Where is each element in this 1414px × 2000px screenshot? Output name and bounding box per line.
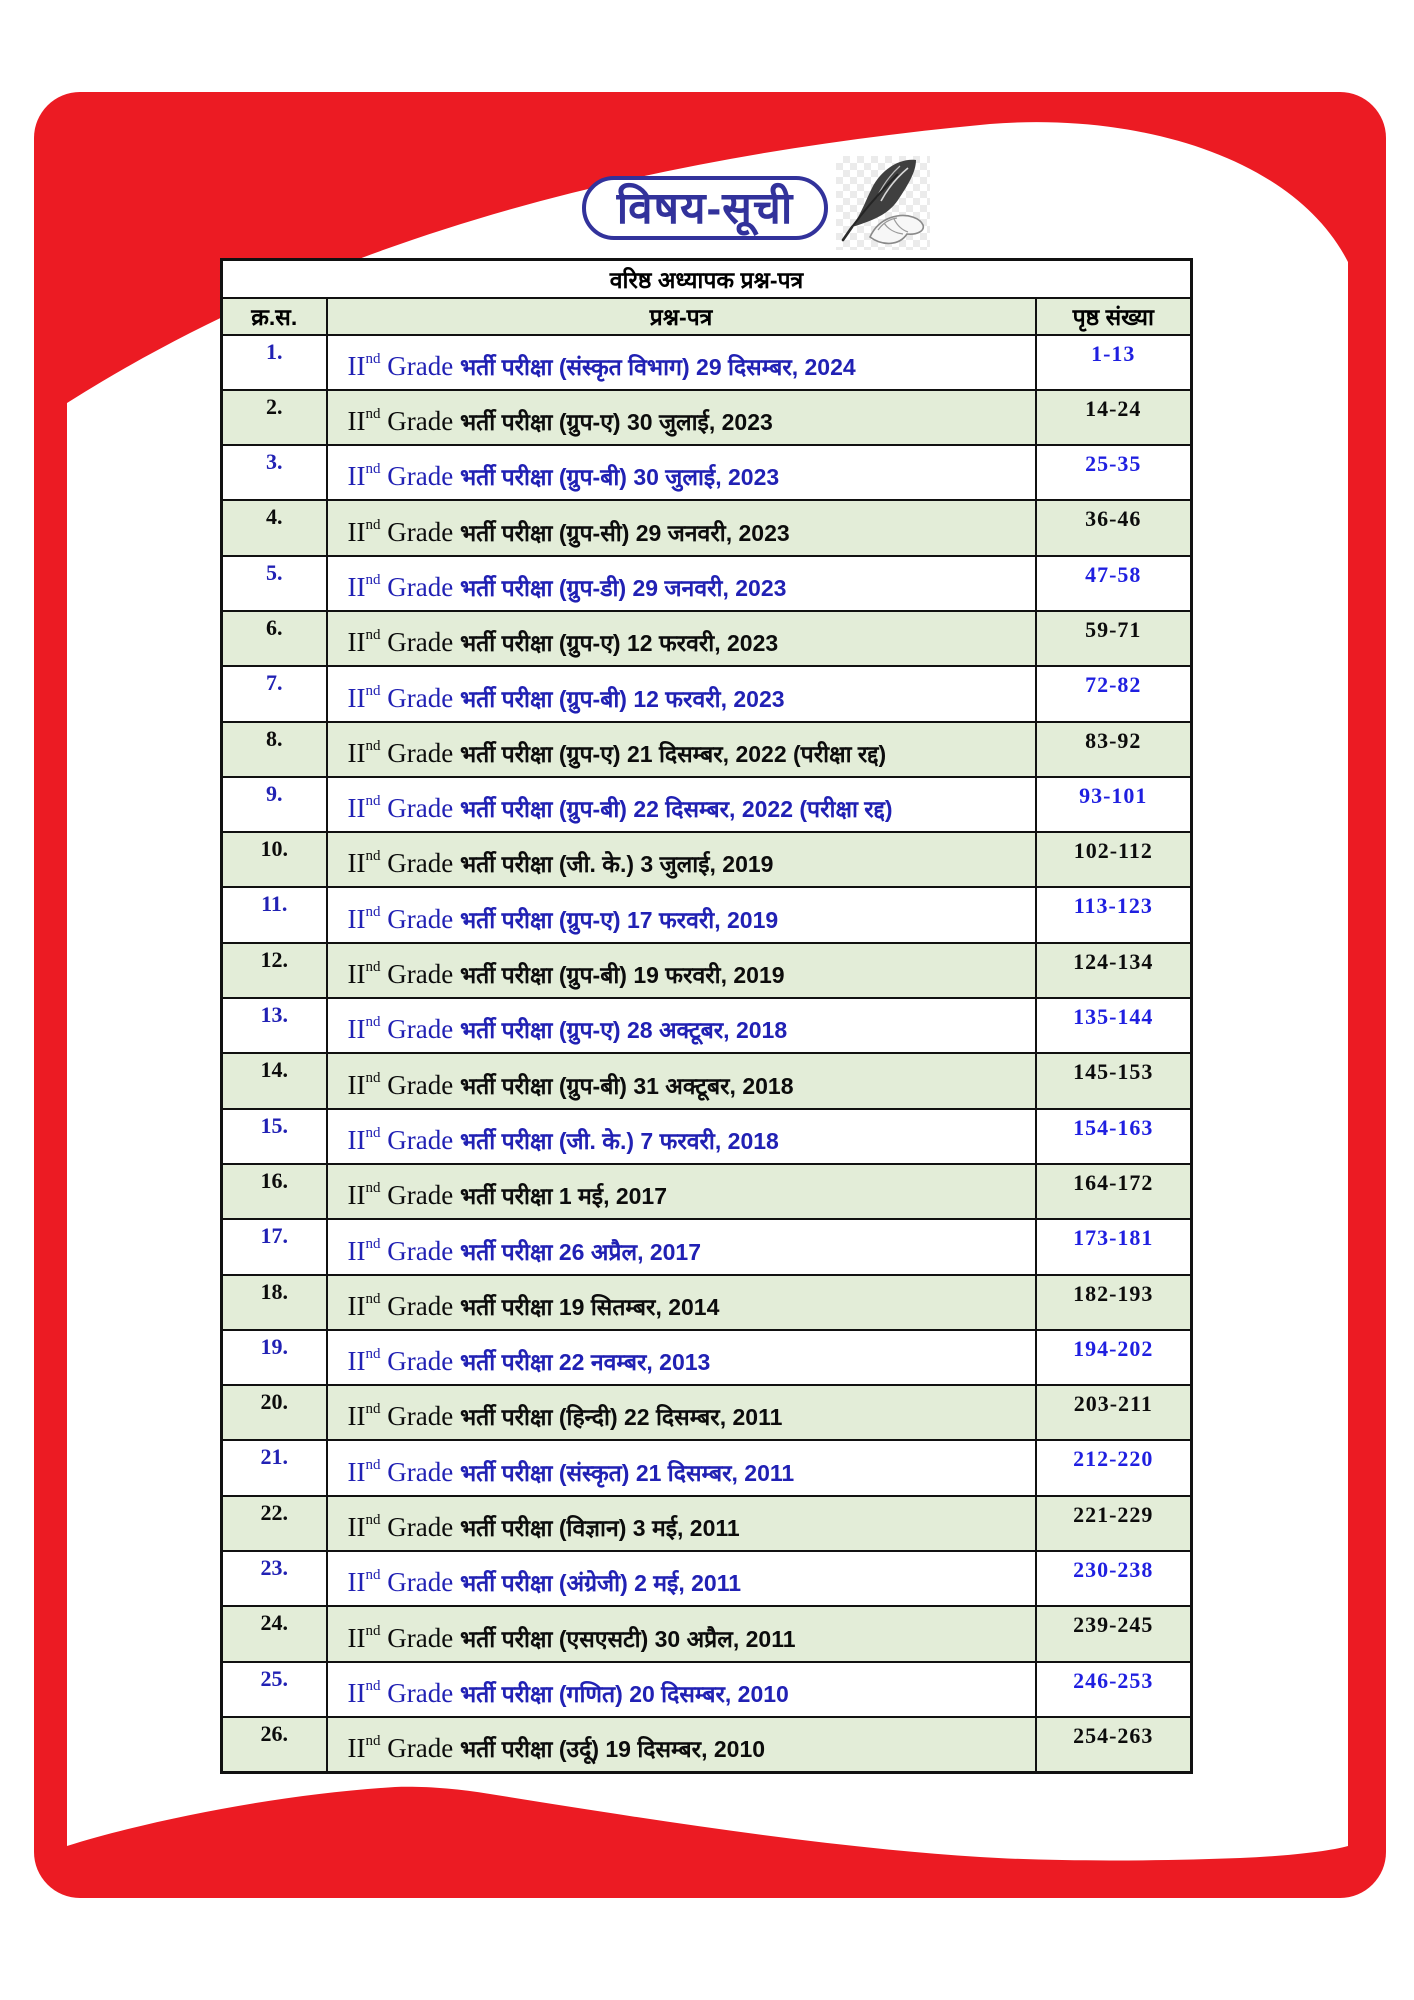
row-page-range: 93-101 xyxy=(1036,777,1192,832)
row-page-range: 83-92 xyxy=(1036,722,1192,777)
row-serial-number: 4. xyxy=(222,500,327,555)
row-page-range: 203-211 xyxy=(1036,1385,1192,1440)
row-serial-number: 15. xyxy=(222,1109,327,1164)
row-paper-title xyxy=(327,1551,1036,1606)
row-serial-number: 19. xyxy=(222,1330,327,1385)
table-row xyxy=(222,1496,1192,1551)
row-paper-title xyxy=(327,1164,1036,1219)
grade-prefix: IInd Grade xyxy=(347,1124,460,1155)
row-serial-number: 17. xyxy=(222,1219,327,1274)
paper-title-text: भर्ती परीक्षा (विज्ञान) 3 मई, 2011 xyxy=(459,1515,740,1542)
grade-prefix: IInd Grade xyxy=(347,1567,460,1598)
grade-prefix: IInd Grade xyxy=(347,1512,460,1543)
row-paper-title xyxy=(327,1662,1036,1717)
paper-title-text: भर्ती परीक्षा (ग्रुप-ए) 21 दिसम्बर, 2022 (परीक्षा रद्द) xyxy=(459,740,887,767)
column-header-pages: पृष्ठ संख्या xyxy=(1036,298,1192,335)
row-page-range: 102-112 xyxy=(1036,832,1192,887)
row-serial-number: 8. xyxy=(222,722,327,777)
grade-prefix: IInd Grade xyxy=(347,406,460,437)
row-paper-title xyxy=(327,998,1036,1053)
paper-title-text: भर्ती परीक्षा (जी. के.) 7 फरवरी, 2018 xyxy=(459,1127,779,1154)
paper-title-text: भर्ती परीक्षा (एसएसटी) 30 अप्रैल, 2011 xyxy=(459,1625,796,1652)
row-page-range: 164-172 xyxy=(1036,1164,1192,1219)
row-serial-number: 12. xyxy=(222,943,327,998)
row-serial-number: 1. xyxy=(222,335,327,390)
table-row xyxy=(222,943,1192,998)
row-page-range: 182-193 xyxy=(1036,1275,1192,1330)
grade-prefix: IInd Grade xyxy=(347,461,460,492)
row-paper-title xyxy=(327,777,1036,832)
row-serial-number: 22. xyxy=(222,1496,327,1551)
table-row xyxy=(222,1717,1192,1772)
row-serial-number: 5. xyxy=(222,556,327,611)
row-paper-title xyxy=(327,1440,1036,1495)
row-paper-title xyxy=(327,611,1036,666)
grade-prefix: IInd Grade xyxy=(347,682,460,713)
row-serial-number: 3. xyxy=(222,445,327,500)
table-row xyxy=(222,887,1192,942)
paper-title-text: भर्ती परीक्षा 19 सितम्बर, 2014 xyxy=(459,1293,720,1320)
page-title: विषय-सूची xyxy=(616,184,794,233)
table-row xyxy=(222,500,1192,555)
row-serial-number: 13. xyxy=(222,998,327,1053)
row-page-range: 254-263 xyxy=(1036,1717,1192,1772)
table-row xyxy=(222,1330,1192,1385)
grade-prefix: IInd Grade xyxy=(347,903,460,934)
grade-prefix: IInd Grade xyxy=(347,1456,460,1487)
paper-title-text: भर्ती परीक्षा (अंग्रेजी) 2 मई, 2011 xyxy=(459,1570,742,1597)
row-serial-number: 20. xyxy=(222,1385,327,1440)
toc-table xyxy=(220,258,1193,1774)
row-page-range: 36-46 xyxy=(1036,500,1192,555)
table-row xyxy=(222,1606,1192,1661)
paper-title-text: भर्ती परीक्षा (ग्रुप-बी) 31 अक्टूबर, 2018 xyxy=(459,1072,794,1099)
grade-prefix: IInd Grade xyxy=(347,959,460,990)
page-title-box xyxy=(582,176,828,240)
row-page-range: 194-202 xyxy=(1036,1330,1192,1385)
grade-prefix: IInd Grade xyxy=(347,1401,460,1432)
paper-title-text: भर्ती परीक्षा (ग्रुप-ए) 12 फरवरी, 2023 xyxy=(459,630,779,657)
grade-prefix: IInd Grade xyxy=(347,627,460,658)
table-row xyxy=(222,1219,1192,1274)
row-page-range: 154-163 xyxy=(1036,1109,1192,1164)
row-page-range: 221-229 xyxy=(1036,1496,1192,1551)
table-row xyxy=(222,777,1192,832)
table-row xyxy=(222,335,1192,390)
row-serial-number: 9. xyxy=(222,777,327,832)
row-paper-title xyxy=(327,1275,1036,1330)
paper-title-text: भर्ती परीक्षा (संस्कृत) 21 दिसम्बर, 2011 xyxy=(459,1459,795,1486)
paper-title-text: भर्ती परीक्षा (उर्दू) 19 दिसम्बर, 2010 xyxy=(459,1735,766,1762)
table-row xyxy=(222,1164,1192,1219)
paper-title-text: भर्ती परीक्षा (ग्रुप-सी) 29 जनवरी, 2023 xyxy=(459,519,790,546)
table-row xyxy=(222,1275,1192,1330)
column-header-row xyxy=(222,298,1192,335)
row-paper-title xyxy=(327,445,1036,500)
grade-prefix: IInd Grade xyxy=(347,1290,460,1321)
row-serial-number: 7. xyxy=(222,666,327,721)
grade-prefix: IInd Grade xyxy=(347,793,460,824)
table-row xyxy=(222,998,1192,1053)
row-paper-title xyxy=(327,1330,1036,1385)
column-header-serial: क्र.स. xyxy=(222,298,327,335)
row-paper-title xyxy=(327,1053,1036,1108)
row-paper-title xyxy=(327,1717,1036,1772)
table-row xyxy=(222,611,1192,666)
paper-title-text: भर्ती परीक्षा (ग्रुप-ए) 28 अक्टूबर, 2018 xyxy=(459,1017,788,1044)
table-title: वरिष्ठ अध्यापक प्रश्न-पत्र xyxy=(222,260,1192,298)
paper-title-text: भर्ती परीक्षा 1 मई, 2017 xyxy=(459,1183,668,1210)
row-serial-number: 25. xyxy=(222,1662,327,1717)
grade-prefix: IInd Grade xyxy=(347,1622,460,1653)
row-paper-title xyxy=(327,887,1036,942)
table-row xyxy=(222,722,1192,777)
paper-title-text: भर्ती परीक्षा (ग्रुप-ए) 17 फरवरी, 2019 xyxy=(459,906,779,933)
paper-title-text: भर्ती परीक्षा (ग्रुप-बी) 12 फरवरी, 2023 xyxy=(459,685,785,712)
row-paper-title xyxy=(327,1606,1036,1661)
row-paper-title xyxy=(327,722,1036,777)
grade-prefix: IInd Grade xyxy=(347,350,460,381)
table-row xyxy=(222,1662,1192,1717)
row-serial-number: 6. xyxy=(222,611,327,666)
row-page-range: 239-245 xyxy=(1036,1606,1192,1661)
row-serial-number: 24. xyxy=(222,1606,327,1661)
grade-prefix: IInd Grade xyxy=(347,1677,460,1708)
row-serial-number: 2. xyxy=(222,390,327,445)
table-row xyxy=(222,666,1192,721)
toc-table-body xyxy=(222,260,1192,1773)
paper-title-text: भर्ती परीक्षा (ग्रुप-बी) 19 फरवरी, 2019 xyxy=(459,962,785,989)
row-page-range: 173-181 xyxy=(1036,1219,1192,1274)
row-page-range: 124-134 xyxy=(1036,943,1192,998)
table-row xyxy=(222,390,1192,445)
grade-prefix: IInd Grade xyxy=(347,516,460,547)
row-serial-number: 11. xyxy=(222,887,327,942)
row-page-range: 230-238 xyxy=(1036,1551,1192,1606)
table-row xyxy=(222,445,1192,500)
paper-title-text: भर्ती परीक्षा (ग्रुप-डी) 29 जनवरी, 2023 xyxy=(459,574,787,601)
row-paper-title xyxy=(327,943,1036,998)
grade-prefix: IInd Grade xyxy=(347,1346,460,1377)
table-row xyxy=(222,1385,1192,1440)
row-paper-title xyxy=(327,1109,1036,1164)
row-page-range: 72-82 xyxy=(1036,666,1192,721)
paper-title-text: भर्ती परीक्षा 26 अप्रैल, 2017 xyxy=(459,1238,702,1265)
grade-prefix: IInd Grade xyxy=(347,737,460,768)
row-paper-title xyxy=(327,1385,1036,1440)
paper-title-text: भर्ती परीक्षा (गणित) 20 दिसम्बर, 2010 xyxy=(459,1680,789,1707)
table-row xyxy=(222,1551,1192,1606)
row-page-range: 25-35 xyxy=(1036,445,1192,500)
row-page-range: 135-144 xyxy=(1036,998,1192,1053)
row-serial-number: 23. xyxy=(222,1551,327,1606)
row-paper-title xyxy=(327,832,1036,887)
row-page-range: 1-13 xyxy=(1036,335,1192,390)
table-title-row xyxy=(222,260,1192,298)
quill-pen-icon xyxy=(836,156,930,250)
grade-prefix: IInd Grade xyxy=(347,1180,460,1211)
grade-prefix: IInd Grade xyxy=(347,1235,460,1266)
paper-title-text: भर्ती परीक्षा (ग्रुप-बी) 30 जुलाई, 2023 xyxy=(459,464,780,491)
column-header-paper: प्रश्न-पत्र xyxy=(327,298,1036,335)
row-paper-title xyxy=(327,1496,1036,1551)
paper-title-text: भर्ती परीक्षा (ग्रुप-ए) 30 जुलाई, 2023 xyxy=(459,409,773,436)
paper-title-text: भर्ती परीक्षा (जी. के.) 3 जुलाई, 2019 xyxy=(459,851,774,878)
row-paper-title xyxy=(327,335,1036,390)
grade-prefix: IInd Grade xyxy=(347,848,460,879)
table-row xyxy=(222,1053,1192,1108)
row-page-range: 47-58 xyxy=(1036,556,1192,611)
row-page-range: 59-71 xyxy=(1036,611,1192,666)
row-paper-title xyxy=(327,556,1036,611)
row-paper-title xyxy=(327,500,1036,555)
row-page-range: 14-24 xyxy=(1036,390,1192,445)
row-paper-title xyxy=(327,390,1036,445)
grade-prefix: IInd Grade xyxy=(347,1014,460,1045)
row-serial-number: 26. xyxy=(222,1717,327,1772)
paper-title-text: भर्ती परीक्षा (हिन्दी) 22 दिसम्बर, 2011 xyxy=(459,1404,783,1431)
table-row xyxy=(222,1440,1192,1495)
paper-title-text: भर्ती परीक्षा 22 नवम्बर, 2013 xyxy=(459,1349,711,1376)
row-page-range: 113-123 xyxy=(1036,887,1192,942)
row-serial-number: 10. xyxy=(222,832,327,887)
row-serial-number: 21. xyxy=(222,1440,327,1495)
row-page-range: 145-153 xyxy=(1036,1053,1192,1108)
row-serial-number: 14. xyxy=(222,1053,327,1108)
grade-prefix: IInd Grade xyxy=(347,571,460,602)
grade-prefix: IInd Grade xyxy=(347,1732,460,1763)
row-page-range: 212-220 xyxy=(1036,1440,1192,1495)
table-row xyxy=(222,1109,1192,1164)
row-page-range: 246-253 xyxy=(1036,1662,1192,1717)
grade-prefix: IInd Grade xyxy=(347,1069,460,1100)
table-row xyxy=(222,556,1192,611)
table-row xyxy=(222,832,1192,887)
paper-title-text: भर्ती परीक्षा (ग्रुप-बी) 22 दिसम्बर, 2022 (परीक्षा रद्द) xyxy=(459,796,893,823)
row-paper-title xyxy=(327,1219,1036,1274)
paper-title-text: भर्ती परीक्षा (संस्कृत विभाग) 29 दिसम्बर, 2024 xyxy=(459,353,856,380)
row-serial-number: 16. xyxy=(222,1164,327,1219)
row-serial-number: 18. xyxy=(222,1275,327,1330)
row-paper-title xyxy=(327,666,1036,721)
